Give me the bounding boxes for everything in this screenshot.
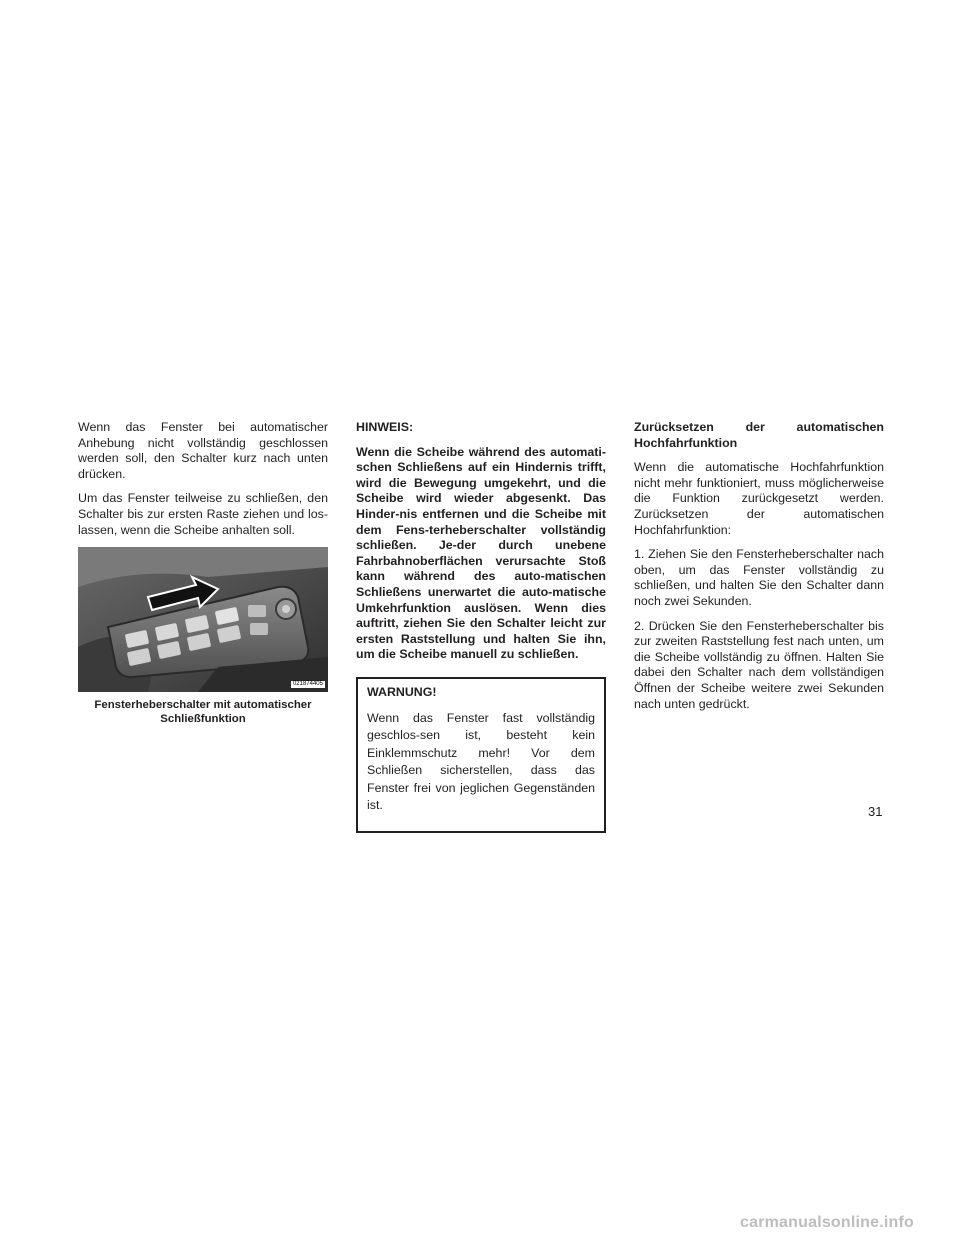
warning-title: WARNUNG! — [367, 684, 437, 699]
section-title: Zurücksetzen der automatischen Hochfahrfunktion — [634, 420, 884, 450]
note-heading: HINWEIS: — [356, 420, 414, 434]
section-intro: Wenn die automatische Hochfahrfunktion nicht mehr funktioniert, muss möglicherweise die Funktion zurückgesetzt werden. Zurücksetzen der automatischen Hochfahrfunktion: — [634, 460, 884, 537]
note-body: Wenn die Scheibe während des automati-schen Schließens auf ein Hindernis trifft, wird die Bewegung umgekehrt, und die Scheibe wird wieder abgesenkt. Das Hinder-nis entfernen und die Scheibe mit dem Fens-terheberschalter vollständig schließen. Je-der durch unebene Fahrbahnoberflächen verursachte Stoß kann während des auto-matischen Schließens unerwartet die auto-matische Umkehrfunktion auslösen. Wenn dies auftritt, ziehen Sie den Schalter leicht zur ersten Raststellung und halten Sie ihn, um die Scheibe manuell zu schließen. — [356, 444, 606, 662]
caption-line-1: Fensterheberschalter mit automatischer — [94, 699, 312, 712]
watermark: carmanualsonline.info — [740, 1214, 915, 1231]
page-number: 31 — [868, 804, 883, 819]
middle-column — [356, 420, 606, 833]
figure-code: 021874405 — [292, 681, 323, 688]
paragraph-auto-close-stop: Wenn das Fenster bei automatischer Anhebung nicht vollständig geschlossen werden soll, den Schalter kurz nach unten drücken. — [78, 420, 328, 481]
figure-caption — [78, 698, 328, 726]
warning-text: Wenn das Fenster fast vollständig geschlos-sen ist, besteht kein Einklemmschutz mehr! Vor dem Schließen sicherstellen, dass das Fenster frei von jeglichen Gegenständen ist. — [367, 710, 595, 813]
left-column — [78, 420, 328, 726]
paragraph-partial-close: Um das Fenster teilweise zu schließen, den Schalter bis zur ersten Raste ziehen und los-lassen, wenn die Scheibe anhalten soll. — [78, 491, 328, 537]
caption-line-2: Schließfunktion — [160, 713, 246, 726]
step-1: 1. Ziehen Sie den Fensterheberschalter nach oben, um das Fenster vollständig zu schließen, und halten Sie den Schalter dann noch zwei Sekunden. — [634, 547, 884, 608]
right-column — [634, 420, 884, 721]
window-switch-figure — [78, 547, 328, 692]
step-2: 2. Drücken Sie den Fensterheberschalter bis zur zweiten Raststellung fest nach unten, um die Scheibe vollständig zu öffnen. Halten Sie dabei den Schalter nach dem vollständigen Öffnen der Scheibe weitere zwei Sekunden nach unten gedrückt. — [634, 618, 884, 711]
warning-box — [356, 677, 606, 833]
window-switch-photo — [78, 547, 328, 692]
